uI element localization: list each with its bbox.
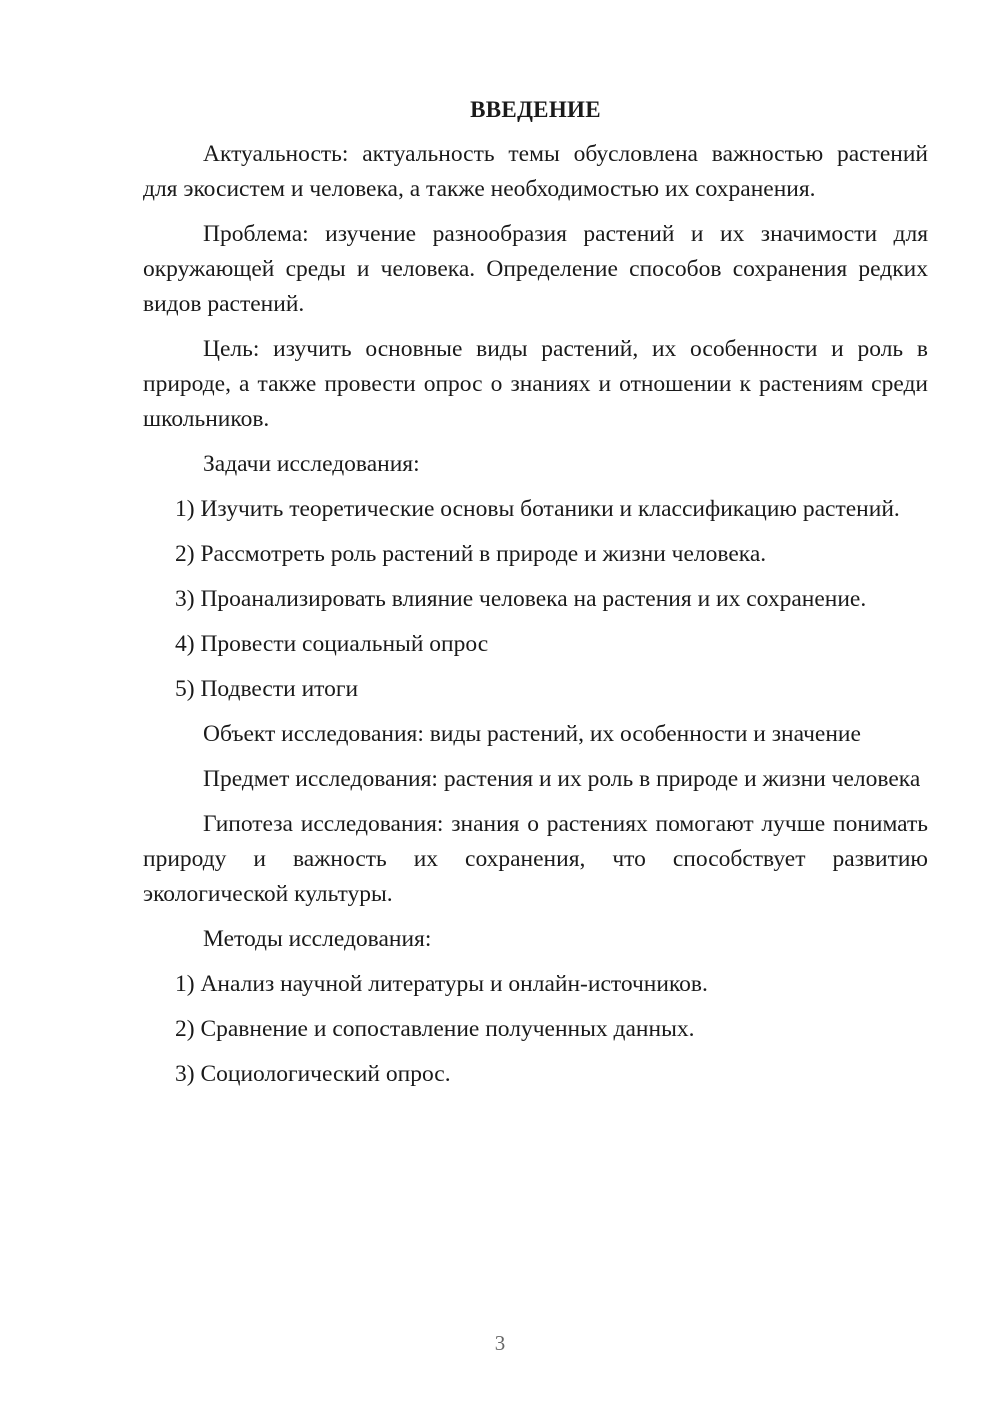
page-number: 3 [494, 1331, 506, 1355]
task-item-3: 3) Проанализировать влияние человека на растения и их сохранение. [175, 586, 867, 612]
goal-paragraph: Цель: изучить основные виды растений, их особенности и роль в природе, а также провести опрос о знаниях и отношении к растениям среди школьников. [143, 336, 928, 432]
relevance-paragraph: Актуальность: актуальность темы обусловлена важностью растений для экосистем и человека, а также необходимостью их сохранения. [143, 141, 928, 202]
section-heading: ВВЕДЕНИЕ [470, 97, 601, 122]
methods-title: Методы исследования: [203, 926, 432, 952]
subject-paragraph: Предмет исследования: растения и их роль в природе и жизни человека [203, 766, 921, 792]
object-paragraph: Объект исследования: виды растений, их особенности и значение [203, 721, 861, 747]
task-item-5: 5) Подвести итоги [175, 676, 359, 702]
problem-paragraph: Проблема: изучение разнообразия растений и их значимости для окружающей среды и человека. Определение способов сохранения редких видов растений. [143, 221, 928, 317]
task-item-4: 4) Провести социальный опрос [175, 631, 489, 657]
task-item-2: 2) Рассмотреть роль растений в природе и жизни человека. [175, 541, 767, 567]
tasks-title: Задачи исследования: [203, 451, 420, 477]
hypothesis-paragraph: Гипотеза исследования: знания о растениях помогают лучше понимать природу и важность их сохранения, что способствует развитию экологической культуры. [143, 811, 928, 907]
task-item-1: 1) Изучить теоретические основы ботаники и классификацию растений. [175, 496, 900, 522]
document-page [143, 92, 928, 1102]
method-item-3: 3) Социологический опрос. [175, 1061, 451, 1087]
method-item-2: 2) Сравнение и сопоставление полученных данных. [175, 1016, 695, 1042]
method-item-1: 1) Анализ научной литературы и онлайн-источников. [175, 971, 708, 997]
